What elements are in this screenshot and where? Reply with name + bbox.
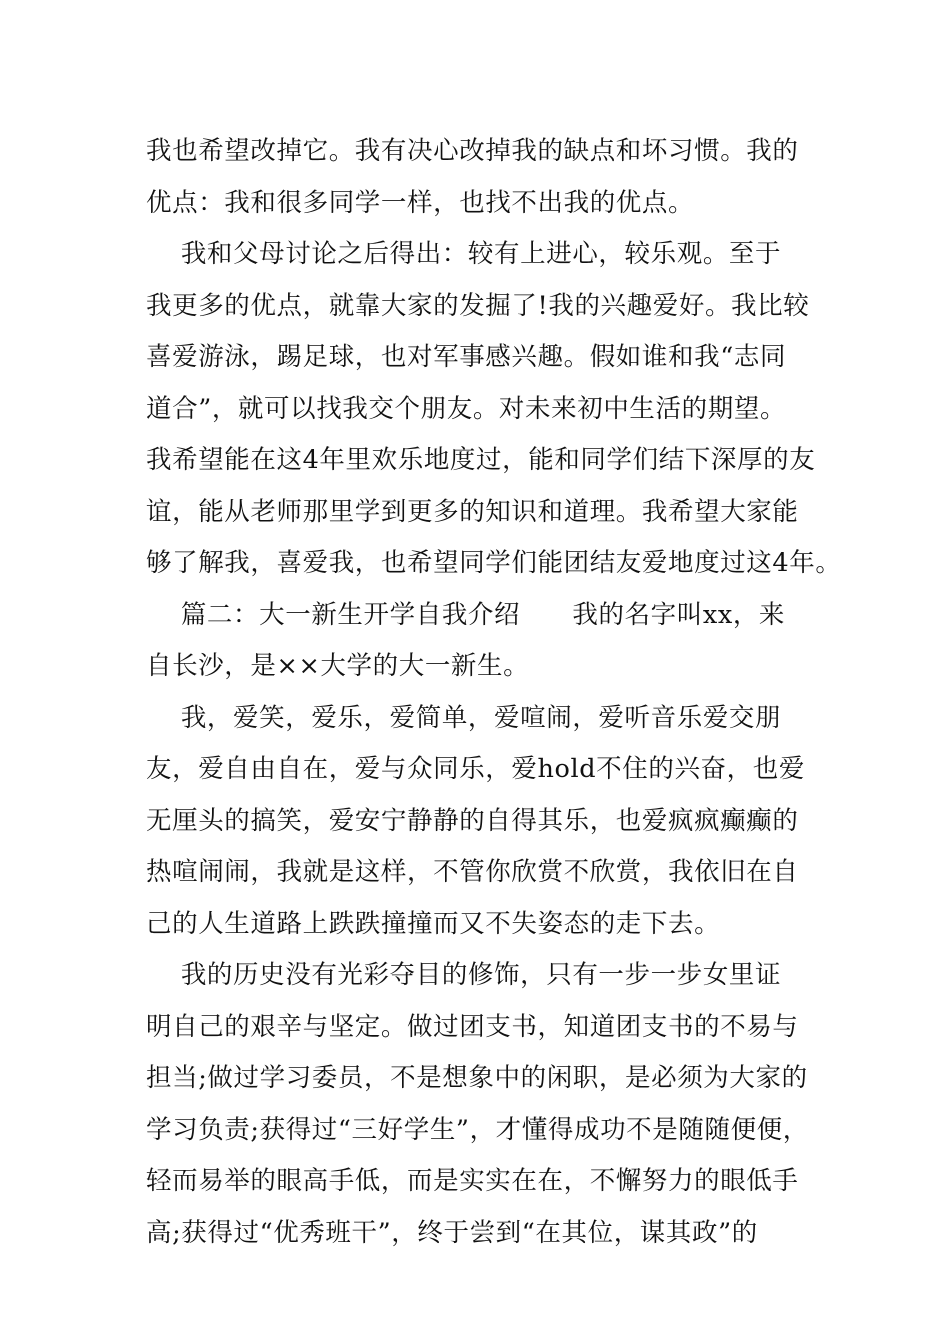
text-line: 学习负责;获得过“三好学生”，才懂得成功不是随随便便， (146, 1114, 809, 1145)
text-line: 优点：我和很多同学一样，也找不出我的优点。 (146, 187, 695, 218)
text-line: 我更多的优点，就靠大家的发掘了!我的兴趣爱好。我比较 (146, 290, 810, 321)
text-line: 喜爱游泳，踢足球，也对军事感兴趣。假如谁和我“志同 (146, 342, 787, 372)
text-line: 热喧闹闹，我就是这样，不管你欣赏不欣赏，我依旧在自 (146, 857, 799, 887)
body-text (146, 126, 842, 1259)
text-line: 我，爱笑，爱乐，爱简单，爱喧闹，爱听音乐爱交朋 (146, 702, 782, 733)
text-line: 自长沙，是××大学的大一新生。 (146, 651, 530, 681)
text-line: 无厘头的搞笑，爱安宁静静的自得其乐，也爱疯疯癫癫的 (146, 805, 799, 836)
text-line: 我希望能在这4年里欢乐地度过，能和同学们结下深厚的友 (146, 445, 816, 475)
text-line: 够了解我，喜爱我，也希望同学们能团结友爱地度过这4年。 (146, 548, 842, 578)
text-line: 轻而易举的眼高手低，而是实实在在，不懈努力的眼低手 (146, 1166, 799, 1196)
text-line: 道合”，就可以找我交个朋友。对未来初中生活的期望。 (146, 393, 787, 424)
text-line: 友，爱自由自在，爱与众同乐，爱hold不住的兴奋，也爱 (146, 754, 805, 784)
text-line: 谊，能从老师那里学到更多的知识和道理。我希望大家能 (146, 496, 799, 527)
text-line: 我也希望改掉它。我有决心改掉我的缺点和坏习惯。我的 (146, 136, 799, 166)
text-line: 我和父母讨论之后得出：较有上进心，较乐观。至于 (146, 239, 782, 269)
text-line: 我的历史没有光彩夺目的修饰，只有一步一步女里证 (146, 960, 782, 990)
text-line: 明自己的艰辛与坚定。做过团支书，知道团支书的不易与 (146, 1011, 799, 1042)
text-line: 篇二：大一新生开学自我介绍 我的名字叫xx，来 (146, 599, 786, 630)
text-line: 高;获得过“优秀班干”，终于尝到“在其位，谋其政”的 (146, 1217, 758, 1248)
text-line: 己的人生道路上跌跌撞撞而又不失姿态的走下去。 (146, 908, 721, 939)
text-line: 担当;做过学习委员，不是想象中的闲职，是必须为大家的 (146, 1063, 808, 1093)
